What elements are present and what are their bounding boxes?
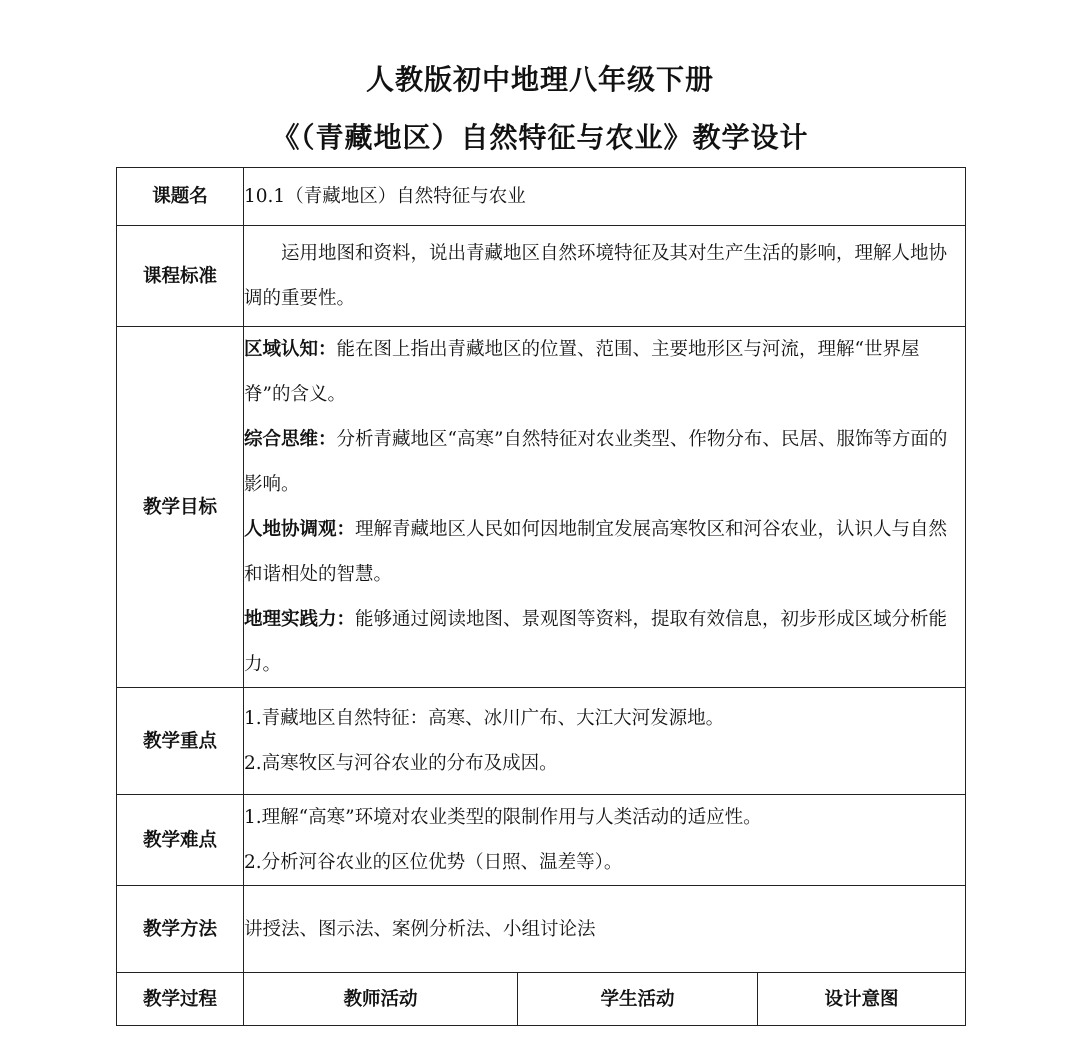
key-point-item: 2.高寒牧区与河谷农业的分布及成因。 bbox=[244, 753, 558, 774]
key-point-item: 1.青藏地区自然特征：高寒、冰川广布、大江大河发源地。 bbox=[244, 708, 725, 729]
objective-item bbox=[244, 507, 965, 597]
row-methods bbox=[117, 886, 966, 973]
objective-head: 综合思维： bbox=[244, 429, 337, 450]
row-difficulties bbox=[117, 795, 966, 886]
row-key-points bbox=[117, 688, 966, 795]
objective-text: 能在图上指出青藏地区的位置、范围、主要地形区与河流，理解“世界屋脊”的含义。 bbox=[244, 339, 920, 405]
standard-label: 课程标准 bbox=[117, 226, 244, 327]
process-column-teacher: 教师活动 bbox=[244, 973, 518, 1026]
objective-text: 理解青藏地区人民如何因地制宜发展高寒牧区和河谷农业，认识人与自然和谐相处的智慧。 bbox=[244, 519, 948, 585]
standard-value: 运用地图和资料，说出青藏地区自然环境特征及其对生产生活的影响，理解人地协调的重要性。 bbox=[244, 243, 948, 309]
document-title-line2: 《（青藏地区）自然特征与农业》教学设计 bbox=[271, 121, 809, 154]
topic-value: 10.1（青藏地区）自然特征与农业 bbox=[244, 168, 966, 226]
process-label: 教学过程 bbox=[117, 973, 244, 1026]
objective-item bbox=[244, 597, 965, 687]
objective-text: 能够通过阅读地图、景观图等资料，提取有效信息，初步形成区域分析能力。 bbox=[244, 609, 948, 675]
row-objectives bbox=[117, 327, 966, 688]
objective-item bbox=[244, 327, 965, 417]
objectives-cell bbox=[244, 327, 966, 688]
key-points-label: 教学重点 bbox=[117, 688, 244, 795]
objective-item bbox=[244, 417, 965, 507]
row-standard bbox=[117, 226, 966, 327]
topic-label: 课题名 bbox=[117, 168, 244, 226]
difficulty-item: 1.理解“高寒”环境对农业类型的限制作用与人类活动的适应性。 bbox=[244, 807, 762, 828]
difficulties-cell bbox=[244, 795, 966, 886]
standard-cell bbox=[244, 226, 966, 327]
difficulties-label: 教学难点 bbox=[117, 795, 244, 886]
lesson-plan-table bbox=[116, 167, 966, 1026]
methods-label: 教学方法 bbox=[117, 886, 244, 973]
document-title-line1: 人教版初中地理八年级下册 bbox=[365, 63, 714, 96]
row-process bbox=[117, 973, 966, 1026]
objective-head: 人地协调观： bbox=[244, 519, 356, 540]
objective-text: 分析青藏地区“高寒”自然特征对农业类型、作物分布、民居、服饰等方面的影响。 bbox=[244, 429, 948, 495]
objective-head: 地理实践力： bbox=[244, 609, 356, 630]
methods-value: 讲授法、图示法、案例分析法、小组讨论法 bbox=[244, 886, 966, 973]
difficulty-item: 2.分析河谷农业的区位优势（日照、温差等）。 bbox=[244, 852, 623, 873]
objective-head: 区域认知： bbox=[244, 339, 337, 360]
process-column-intent: 设计意图 bbox=[758, 973, 966, 1026]
objectives-label: 教学目标 bbox=[117, 327, 244, 688]
process-column-student: 学生活动 bbox=[518, 973, 758, 1026]
row-topic bbox=[117, 168, 966, 226]
key-points-cell bbox=[244, 688, 966, 795]
